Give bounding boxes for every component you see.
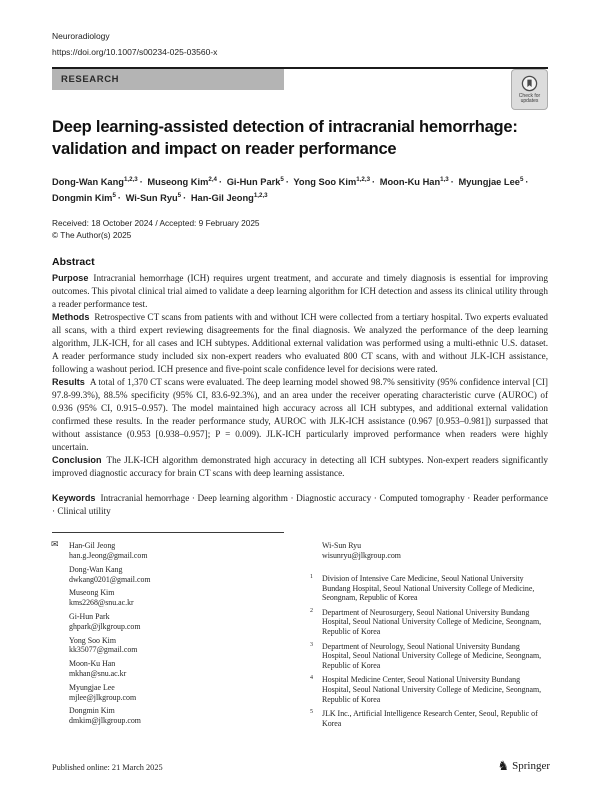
author: Dong-Wan Kang$^{1,2,3}$	[52, 176, 138, 188]
envelope-icon: ✉	[51, 539, 59, 550]
contact-name: Gi-Hun Park	[69, 611, 110, 621]
author-separator: ·	[183, 193, 187, 204]
abstract-purpose-label: Purpose	[52, 273, 89, 284]
contact-email[interactable]: kk35077@gmail.com	[69, 645, 138, 655]
affiliation-number: 3	[310, 641, 313, 648]
affiliation-number: 2	[310, 607, 313, 614]
contacts-column	[52, 541, 297, 733]
doi-link[interactable]: https://doi.org/10.1007/s00234-025-03560-x	[52, 47, 218, 57]
author-separator: ·	[139, 177, 143, 188]
contact-email[interactable]: han.g.Jeong@gmail.com	[69, 550, 148, 560]
contact-entry	[52, 636, 297, 656]
author-separator: ·	[117, 193, 121, 204]
author-separator: ·	[525, 177, 529, 188]
author: Wi-Sun Ryu$^5$	[125, 192, 182, 204]
keywords-label: Keywords	[52, 493, 96, 504]
author: Moon-Ku Han$^{1,3}$	[379, 176, 449, 188]
article-history	[52, 218, 548, 241]
author-affil-sup: 5	[177, 192, 182, 200]
affiliation-entry	[305, 642, 548, 671]
contact-entry	[52, 706, 297, 726]
author-separator: ·	[372, 177, 376, 188]
check-updates-icon	[521, 75, 538, 92]
author: Museong Kim$^{2,4}$	[147, 176, 217, 188]
keywords-text: Intracranial hemorrhage · Deep learning algorithm · Diagnostic accuracy · Computed tomography · Reader performance · Clinical utility	[52, 493, 548, 517]
affiliation-number: 1	[310, 573, 313, 580]
affiliations-column	[297, 541, 548, 733]
affiliation-entry	[305, 574, 548, 603]
copyright-line: © The Author(s) 2025	[52, 229, 132, 240]
published-online: Published online: 21 March 2025	[52, 763, 163, 772]
contact-email[interactable]: dwkang0201@gmail.com	[69, 574, 151, 584]
author: Myungjae Lee$^5$	[458, 176, 524, 188]
author-affil-sup: 2,4	[208, 176, 217, 183]
contact-name: Myungjae Lee	[69, 682, 115, 692]
author-separator: ·	[285, 177, 289, 188]
author-affil-sup: 1,2,3	[253, 192, 268, 200]
affiliation-entry	[305, 608, 548, 637]
page-bottom-bar	[52, 759, 550, 772]
abstract-purpose-text: Intracranial hemorrhage (ICH) requires urgent treatment, and accurate and timely diagnosis is essential for improving outcomes. This pivotal clinical trial aimed to validate a deep learning algorithm for ICH detection and assess its clinical utility through a reader performance test.	[52, 273, 548, 310]
contact-name: Wi-Sun Ryu	[322, 541, 362, 551]
contact-entry	[52, 612, 297, 632]
contact-name: Museong Kim	[69, 588, 115, 598]
contact-email[interactable]: dmkim@jlkgroup.com	[69, 716, 141, 726]
contact-entry	[305, 541, 548, 561]
contact-email[interactable]: mkhan@snu.ac.kr	[69, 668, 127, 678]
contact-name: Dong-Wan Kang	[69, 564, 123, 574]
abstract-results	[52, 376, 548, 454]
author: Gi-Hun Park$^5$	[226, 176, 284, 188]
contact-email[interactable]: ghpark@jlkgroup.com	[69, 621, 141, 631]
author: Dongmin Kim$^5$	[52, 192, 116, 204]
check-for-updates-badge[interactable]	[511, 69, 548, 110]
contact-email[interactable]: kms2268@snu.ac.kr	[69, 598, 134, 608]
affiliation-text: Division of Intensive Care Medicine, Seoul National University Bundang Hospital, Seoul National University College of Medicine, Seongnam, Republic of Korea	[322, 573, 535, 603]
abstract-methods	[52, 311, 548, 376]
author: Yong Soo Kim$^{1,2,3}$	[293, 176, 371, 188]
abstract-conclusion-label: Conclusion	[52, 455, 102, 466]
contact-name: Dongmin Kim	[69, 706, 115, 716]
journal-name: Neuroradiology	[52, 31, 110, 41]
abstract-conclusion-text: The JLK-ICH algorithm demonstrated high accuracy in detecting all ICH subtypes. Non-expert readers significantly improved diagnostic accuracy for brain CT scans with deep learning assistance.	[52, 455, 548, 479]
author: Han-Gil Jeong$^{1,2,3}$	[190, 192, 268, 204]
contact-email[interactable]: wisunryu@jlkgroup.com	[322, 550, 401, 560]
affiliation-entry	[305, 675, 548, 704]
abstract-results-text: A total of 1,370 CT scans were evaluated. The deep learning model showed 98.7% sensitivity (95% confidence interval [CI] 97.8-99.3%), 88.5% specificity (95% CI, 83.6-92.3%), and an area under the receiver operating characteristic curve (AUROC) of 0.936 (95% CI, 0.915–0.957). The model maintained high accuracy across all ICH subtypes, and additional external validation confirmed these results. In the reader performance study, AUROC with JLK-ICH assistance (0.967 [0.953–0.981]) surpassed that without assistance (0.953 [0.938–0.957]; P = 0.009). JLK-ICH particularly improved performance when readers were highly uncertain.	[52, 377, 548, 453]
received-accepted-line: Received: 18 October 2024 / Accepted: 9 February 2025	[52, 218, 260, 229]
springer-wordmark: Springer	[512, 759, 550, 772]
affiliation-number: 4	[310, 675, 313, 682]
author-list	[52, 173, 548, 205]
contact-entry	[52, 659, 297, 679]
contact-name: Han-Gil Jeong	[69, 541, 116, 551]
author-affil-sup: 5	[519, 176, 524, 183]
affiliation-text: Hospital Medicine Center, Seoul National University Bundang Hospital, Seoul National University College of Medicine, Seongnam, Republic of Korea	[322, 675, 542, 705]
contact-email[interactable]: mjlee@jlkgroup.com	[69, 692, 137, 702]
contact-entry	[52, 565, 297, 585]
affiliation-text: JLK Inc., Artificial Intelligence Research Center, Seoul, Republic of Korea	[322, 709, 538, 729]
affiliation-number: 5	[310, 709, 313, 716]
contact-name: Yong Soo Kim	[69, 635, 116, 645]
author-separator: ·	[218, 177, 223, 188]
author-affil-sup: 5	[112, 192, 116, 200]
affiliation-entry	[305, 709, 548, 729]
contact-entry	[52, 588, 297, 608]
footnotes	[52, 541, 548, 733]
affiliation-text: Department of Neurology, Seoul National University Bundang Hospital, Seoul National University College of Medicine, Seongnam, Republic of Korea	[322, 641, 542, 671]
article-type-banner: RESEARCH	[52, 69, 284, 90]
author-affil-sup: 5	[280, 176, 284, 183]
springer-logo	[497, 759, 550, 772]
title-line-1: Deep learning-assisted detection of intracranial hemorrhage:	[52, 118, 518, 136]
abstract-heading: Abstract	[52, 256, 95, 269]
affiliation-text: Department of Neurosurgery, Seoul National University Bundang Hospital, Seoul National University College of Medicine, Seongnam, Republic of Korea	[322, 607, 542, 637]
contact-name: Moon-Ku Han	[69, 659, 116, 669]
check-updates-label: Check for updates	[518, 92, 541, 104]
abstract-results-label: Results	[52, 377, 85, 388]
footnote-divider	[52, 532, 284, 533]
corresponding-contact	[52, 541, 297, 561]
author-separator: ·	[450, 177, 454, 188]
abstract-purpose	[52, 272, 548, 311]
springer-knight-icon: ♞	[497, 758, 510, 773]
contact-entry	[52, 683, 297, 703]
keywords-line	[52, 492, 548, 518]
abstract-section	[52, 256, 548, 480]
abstract-methods-label: Methods	[52, 312, 90, 323]
page-title	[52, 116, 548, 160]
author-affil-sup: 1,2,3	[356, 176, 371, 183]
author-affil-sup: 1,2,3	[123, 176, 138, 183]
author-affil-sup: 1,3	[440, 176, 449, 183]
title-line-2: validation and impact on reader performance	[52, 140, 397, 158]
abstract-conclusion	[52, 454, 548, 480]
abstract-methods-text: Retrospective CT scans from patients with and without ICH were collected from a tertiary hospital. Two experts evaluated all scans, with a third expert reviewing disagreements for the final diagnosis. We analyzed the performance of the deep learning algorithm, JLK-ICH, for all cases and ICH subtypes. Additional external validation was performed using a multi-ethnic U.S. dataset. A reader performance study included six non-expert readers who evaluated 800 CT scans, with and without JLK-ICH assistance, following a washout period. ICH presence and five-point scale confidence level for decisions were rated.	[52, 312, 548, 375]
